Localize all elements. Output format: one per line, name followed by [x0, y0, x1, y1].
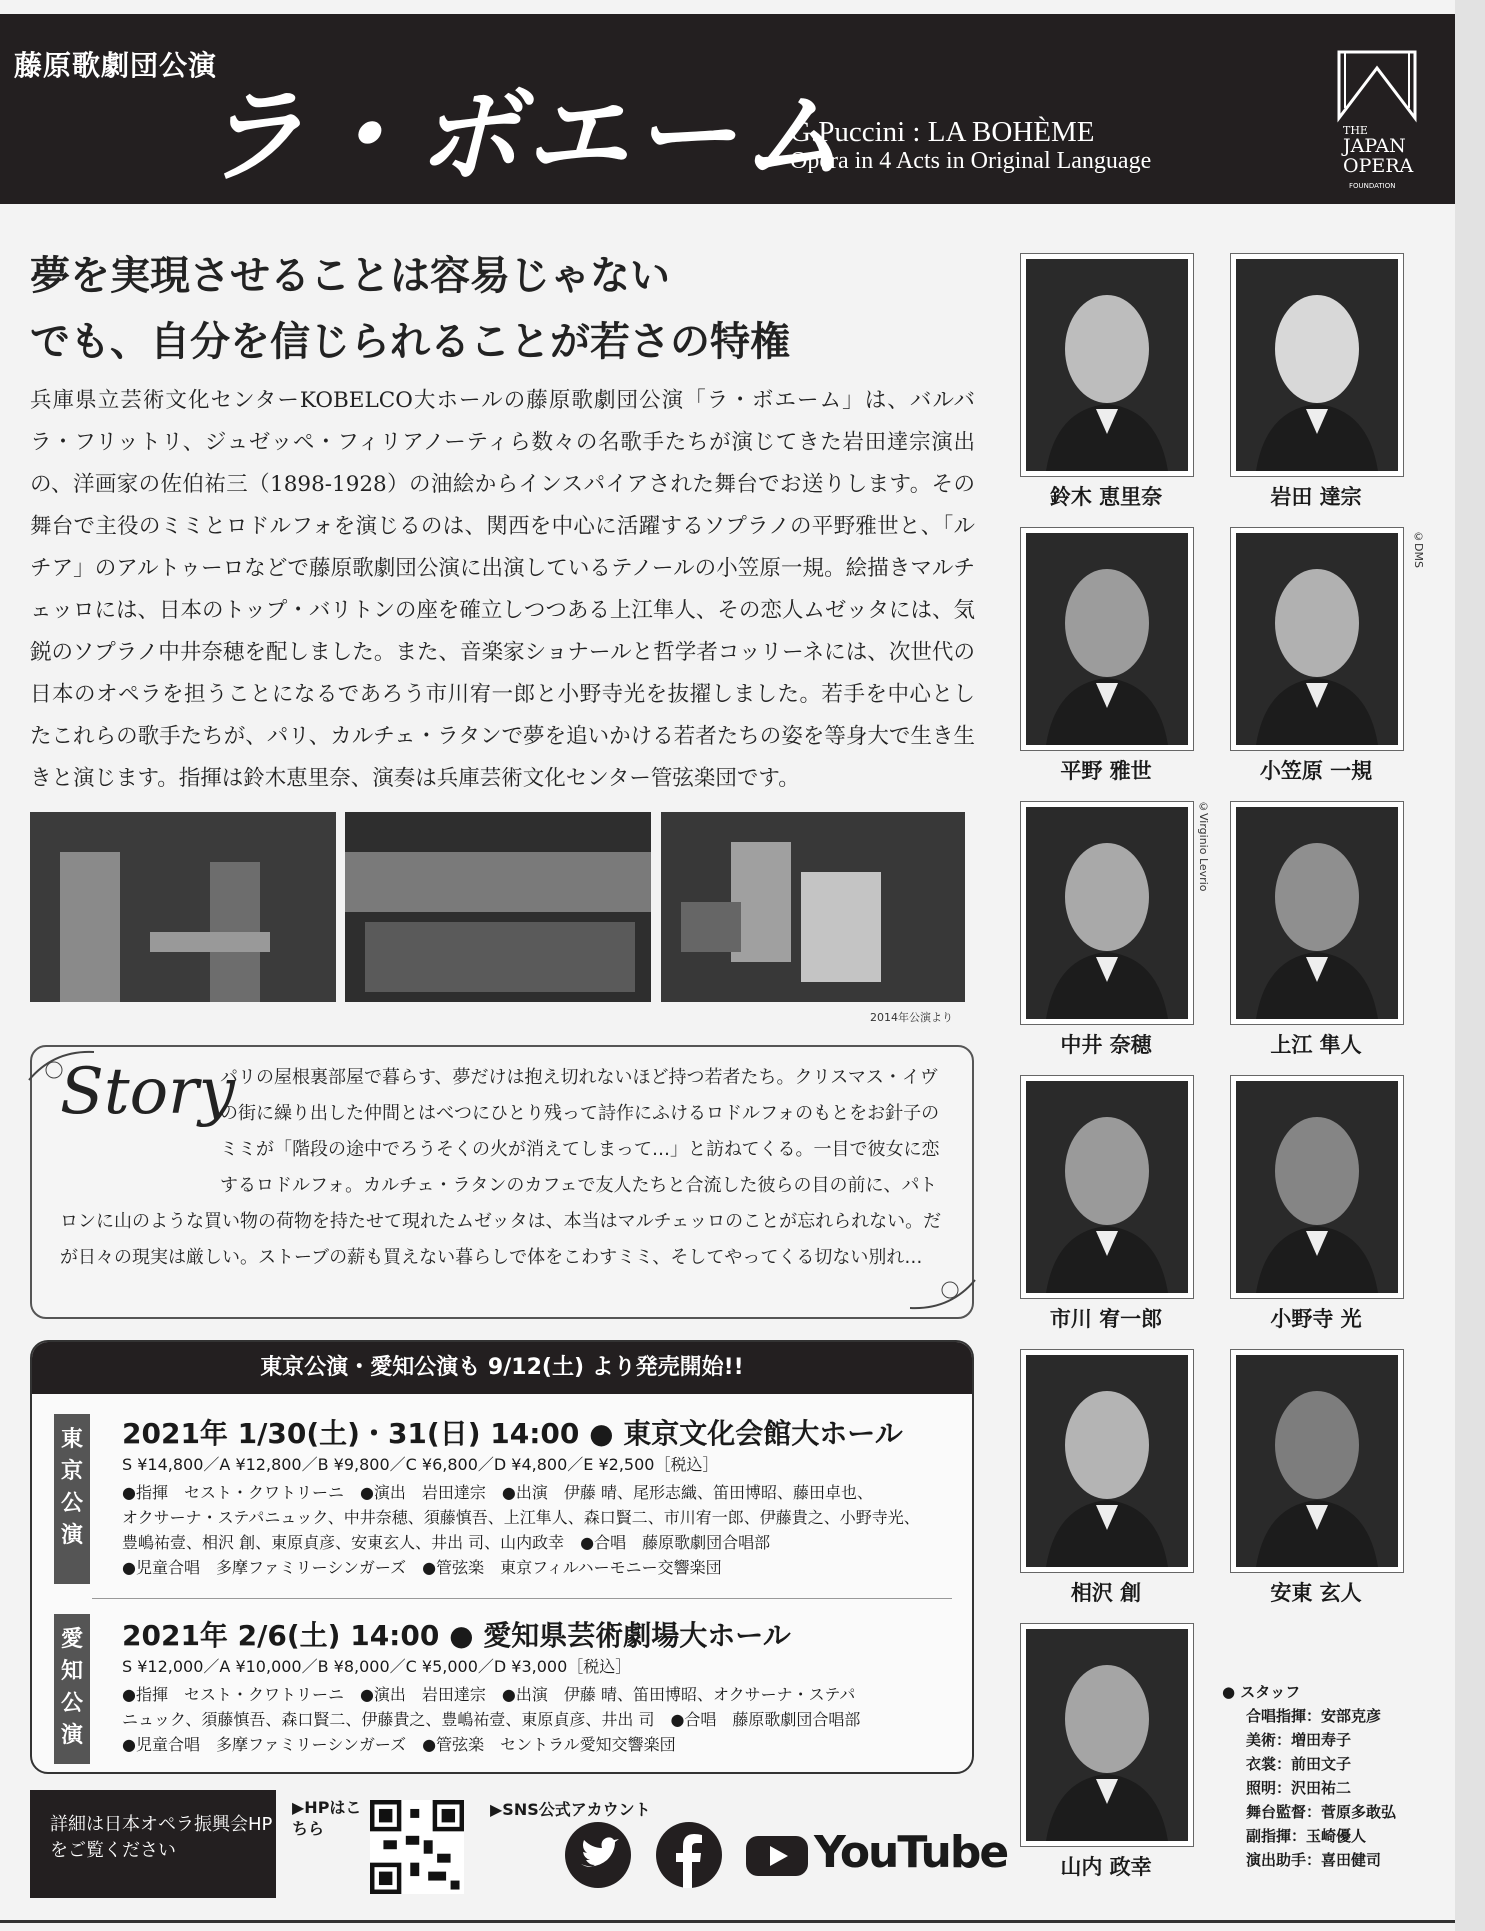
- facebook-icon[interactable]: [656, 1822, 722, 1888]
- cast-name: 岩田 達宗: [1270, 485, 1362, 509]
- cast-photo: [1020, 527, 1194, 751]
- story-heading: Story: [60, 1055, 235, 1129]
- sns-label: ▶SNS公式アカウント: [490, 1800, 651, 1819]
- cast-name: 小笠原 一規: [1259, 759, 1373, 783]
- photo-credit-virginio: ©Virginio Levrio: [1197, 800, 1210, 892]
- cast-name: 市川 宥一郎: [1049, 1307, 1163, 1331]
- svg-text:FOUNDATION: FOUNDATION: [1349, 182, 1396, 190]
- stage-photo-3: [661, 812, 965, 1002]
- aichi-tag: 愛知公演: [54, 1614, 90, 1764]
- photo-credit-dms: ©DMS: [1412, 530, 1425, 568]
- cast-name: 相沢 創: [1070, 1581, 1142, 1605]
- staff-item: 合唱指揮：安部克彦: [1246, 1707, 1382, 1725]
- staff-list: [1222, 1680, 1396, 1872]
- cast-name: 山内 政幸: [1060, 1855, 1152, 1879]
- divider: [92, 1598, 952, 1599]
- staff-item: 副指揮：玉崎優人: [1246, 1827, 1367, 1845]
- cast-photo: [1020, 801, 1194, 1025]
- cast-photo: [1020, 253, 1194, 477]
- cast-name: 小野寺 光: [1270, 1307, 1362, 1331]
- story-text: パリの屋根裏部屋で暮らす、夢だけは抱え切れないほど持つ若者たち。クリスマス・イヴの街に繰り出した仲間とはべつにひとり残って詩作にふけるロドルフォのもとをお針子のミミが「階段の途中でろうそくの火が消えてしまって…」と訪ねてくる。一目で彼女に恋するロドルフォ。カルチェ・ラタンのカフェで友人たちと合流した彼らの目の前に、パトロンに山のような買い物の荷物を持たせて現れたムゼッタは、本当はマルチェッロのことが忘れられない。だが日々の現実は厳しい。ストーブの薪も買えない暮らしで体をこわすミミ、そしてやってくる切ない別れ…: [60, 1067, 942, 1268]
- opera-description: Opera in 4 Acts in Original Language: [790, 148, 1152, 174]
- headline-line-1: 夢を実現させることは容易じゃない: [30, 252, 670, 299]
- cast-photo: [1020, 1349, 1194, 1573]
- intro-paragraph: 兵庫県立芸術文化センターKOBELCO大ホールの藤原歌劇団公演「ラ・ボエーム」は、バルバラ・フリットリ、ジュゼッペ・フィリアノーティら数々の名歌手たちが演じてきた岩田達宗演出の、洋画家の佐伯祐三（1898-1928）の油絵からインスパイアされた舞台でお送りします。その舞台で主役のミミとロドルフォを演じるのは、関西を中心に活躍するソプラノの平野雅世と、「ルチア」のアルトゥーロなどで藤原歌劇団公演に出演しているテノールの小笠原一規。絵描きマルチェッロには、日本のトップ・バリトンの座を確立しつつある上江隼人、その恋人ムゼッタには、気鋭のソプラノ中井奈穂を配しました。また、音楽家ショナールと哲学者コッリーネには、次世代の日本のオペラを担うことになるであろう市川宥一郎と小野寺光を抜擢しました。若手を中心としたこれらの歌手たちが、パリ、カルチェ・ラタンで夢を追いかける若者たちの姿を等身大で生き生きと演じます。指揮は鈴木恵里奈、演奏は兵庫芸術文化センター管弦楽団です。: [30, 388, 975, 791]
- cast-photo: [1230, 1349, 1404, 1573]
- title-band: [0, 14, 1455, 204]
- svg-text:THE: THE: [1343, 124, 1368, 137]
- staff-item: 美術：増田寿子: [1246, 1731, 1352, 1749]
- cast-name: 鈴木 恵里奈: [1049, 485, 1163, 509]
- page-edge: [1455, 0, 1485, 1931]
- cast-photo: [1230, 801, 1404, 1025]
- opera-subtitle: G.Puccini : LA BOHÈME: [790, 116, 1095, 148]
- ticket-sale-banner: 東京公演・愛知公演も 9/12(土) より発売開始!!: [32, 1342, 972, 1394]
- aichi-credits-1: ●指揮 セスト・クワトリーニ ●演出 岩田達宗 ●出演 伊藤 晴、笛田博昭、オクサーナ・ステパ: [122, 1685, 856, 1704]
- cast-name: 中井 奈穂: [1060, 1033, 1152, 1057]
- cast-photo: [1230, 1075, 1404, 1299]
- aichi-date-venue: 2021年 2/6(土) 14:00 ● 愛知県芸術劇場大ホール: [122, 1619, 791, 1652]
- tokyo-credits-2: オクサーナ・ステパニュック、中井奈穂、須藤慎吾、上江隼人、森口賢二、市川宥一郎、伊藤貴之、小野寺光、: [122, 1508, 920, 1527]
- stage-photo-1: [30, 812, 336, 1002]
- tokyo-credits-3: 豊嶋祐壹、相沢 創、東原貞彦、安東玄人、井出 司、山内政幸 ●合唱 藤原歌劇団合唱部: [122, 1533, 771, 1552]
- staff-heading: ● スタッフ: [1222, 1683, 1301, 1701]
- organization-name: 藤原歌劇団公演: [14, 49, 218, 82]
- aichi-credits-3: ●児童合唱 多摩ファミリーシンガーズ ●管弦楽 セントラル愛知交響楽団: [122, 1735, 676, 1754]
- japan-opera-foundation-logo: [1335, 48, 1419, 204]
- staff-item: 照明：沢田祐二: [1246, 1779, 1352, 1797]
- tokyo-credits-4: ●児童合唱 多摩ファミリーシンガーズ ●管弦楽 東京フィルハーモニー交響楽団: [122, 1558, 722, 1577]
- bottom-rule: [0, 1920, 1455, 1923]
- staff-item: 衣裳：前田文子: [1246, 1755, 1352, 1773]
- aichi-prices: S ¥12,000／A ¥10,000／B ¥8,000／C ¥5,000／D ¥3,000［税込］: [122, 1657, 632, 1676]
- hp-label: ▶HPはこちら: [292, 1798, 362, 1838]
- svg-text:JAPAN: JAPAN: [1343, 135, 1406, 157]
- cast-photo: [1230, 527, 1404, 751]
- opera-title: ラ・ボエーム: [200, 74, 849, 197]
- ticket-info-box: [30, 1340, 974, 1774]
- tokyo-credits-1: ●指揮 セスト・クワトリーニ ●演出 岩田達宗 ●出演 伊藤 晴、尾形志織、笛田博昭、藤田卓也、: [122, 1483, 873, 1502]
- aichi-credits-2: ニュック、須藤慎吾、森口賢二、伊藤貴之、豊嶋祐壹、東原貞彦、井出 司 ●合唱 藤原歌劇団合唱部: [122, 1710, 861, 1729]
- tokyo-prices: S ¥14,800／A ¥12,800／B ¥9,800／C ¥6,800／D ¥4,800／E ¥2,500［税込］: [122, 1455, 719, 1474]
- photo-caption: 2014年公演より: [870, 1011, 953, 1024]
- stage-photo-2: [345, 812, 651, 1002]
- cast-name: 平野 雅世: [1060, 759, 1152, 783]
- cast-photo: [1230, 253, 1404, 477]
- staff-item: 舞台監督：菅原多敢弘: [1246, 1803, 1397, 1821]
- cast-name: 安東 玄人: [1270, 1581, 1362, 1605]
- svg-text:OPERA: OPERA: [1343, 155, 1414, 177]
- youtube-wordmark[interactable]: YouTube: [814, 1827, 1008, 1878]
- tokyo-tag: 東京公演: [54, 1414, 90, 1584]
- youtube-icon[interactable]: [744, 1822, 810, 1888]
- details-note: 詳細は日本オペラ振興会HPをご覧ください: [30, 1790, 276, 1898]
- cast-photo: [1020, 1075, 1194, 1299]
- qr-code-icon[interactable]: [370, 1800, 464, 1894]
- cast-name: 上江 隼人: [1270, 1033, 1362, 1057]
- cast-photo: [1020, 1623, 1194, 1847]
- staff-item: 演出助手：喜田健司: [1246, 1851, 1382, 1869]
- tokyo-date-venue: 2021年 1/30(土)・31(日) 14:00 ● 東京文化会館大ホール: [122, 1417, 903, 1450]
- twitter-icon[interactable]: [565, 1822, 631, 1888]
- headline-line-2: でも、自分を信じられることが若さの特権: [30, 318, 790, 365]
